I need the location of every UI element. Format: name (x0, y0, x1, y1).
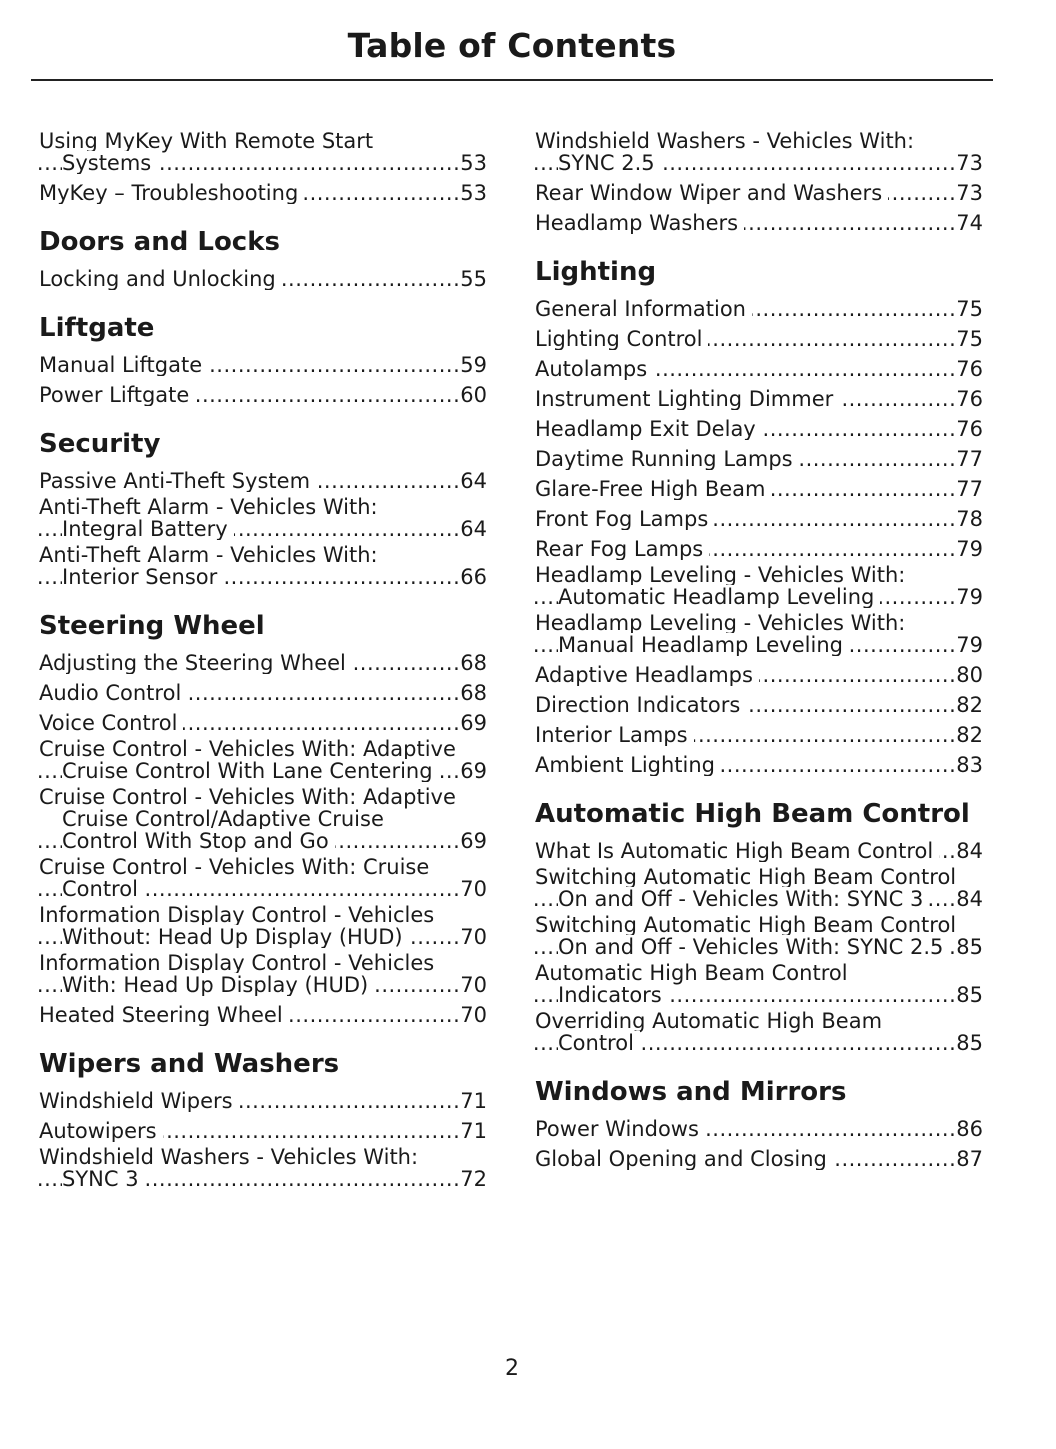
toc-entry-title (39, 268, 460, 290)
toc-entry-page: 80 (956, 663, 983, 687)
toc-entry-page: 77 (956, 477, 983, 501)
toc-entry-title (39, 786, 460, 852)
toc-entry[interactable] (535, 320, 983, 350)
toc-entry-label: Global Opening and Closing (535, 1148, 833, 1170)
toc-entry-page: 85 (956, 983, 983, 1007)
toc-entry[interactable] (535, 656, 983, 686)
toc-entry-label: Voice Control (39, 712, 183, 734)
toc-entry-title (535, 538, 956, 560)
toc-entry-label: Direction Indicators (535, 694, 746, 716)
toc-entry[interactable] (39, 1112, 487, 1142)
toc-entry[interactable] (535, 350, 983, 380)
toc-entry-title (535, 694, 956, 716)
toc-entry-label: Information Display Control - Vehicles With: Head Up Display (HUD) (39, 952, 435, 996)
toc-entry[interactable] (535, 380, 983, 410)
toc-entry-page: 59 (460, 353, 487, 377)
toc-entry[interactable] (535, 1006, 983, 1054)
section-heading: Security (39, 429, 161, 459)
toc-entry-page: 71 (460, 1119, 487, 1143)
toc-entry-page: 79 (956, 585, 983, 609)
toc-entry[interactable] (535, 174, 983, 204)
toc-entry-page: 53 (460, 181, 487, 205)
toc-entry-label: Autowipers (39, 1120, 163, 1142)
toc-entry-label: Cruise Control - Vehicles With: Adaptive Cruise Control With Lane Centering (39, 738, 456, 782)
toc-entry-page: 74 (956, 211, 983, 235)
toc-entry-page: 68 (460, 651, 487, 675)
toc-entry-label: Manual Liftgate (39, 354, 208, 376)
toc-entry-label: Headlamp Exit Delay (535, 418, 762, 440)
toc-entry-page: 55 (460, 267, 487, 291)
toc-section-security (39, 428, 487, 588)
toc-entry-page: 87 (956, 1147, 983, 1171)
section-heading: Wipers and Washers (39, 1049, 340, 1079)
toc-entry[interactable] (39, 704, 487, 734)
toc-entry-page: 82 (956, 693, 983, 717)
toc-entry-page: 86 (956, 1117, 983, 1141)
toc-entry[interactable] (39, 376, 487, 406)
toc-entry-page: 53 (460, 151, 487, 175)
toc-entry-label: Instrument Lighting Dimmer (535, 388, 839, 410)
toc-entry-label: Headlamp Leveling - Vehicles With: Automatic Headlamp Leveling (535, 564, 906, 608)
toc-entry-title (535, 1148, 956, 1170)
toc-section-wipers-and-washers (39, 1048, 487, 1190)
toc-entry[interactable] (535, 862, 983, 910)
toc-entry-title (535, 866, 956, 910)
toc-entry[interactable] (39, 1082, 487, 1112)
toc-entry-title (39, 496, 460, 540)
toc-entry-page: 69 (460, 711, 487, 735)
toc-entry-title (39, 738, 460, 782)
toc-entry-title (39, 856, 460, 900)
toc-entry-page: 68 (460, 681, 487, 705)
toc-entry-label: Windshield Washers - Vehicles With: SYNC 3 (39, 1146, 419, 1190)
section-heading: Windows and Mirrors (535, 1077, 847, 1107)
toc-entry[interactable] (39, 782, 487, 852)
toc-section-automatic-high-beam-control (535, 798, 983, 1054)
toc-section-windows-and-mirrors (535, 1076, 983, 1170)
toc-entry[interactable] (39, 260, 487, 290)
toc-entry-label: Rear Fog Lamps (535, 538, 709, 560)
toc-entry[interactable] (535, 958, 983, 1006)
toc-entry-title (39, 1120, 460, 1142)
toc-entry-page: 73 (956, 151, 983, 175)
toc-entry-page: 64 (460, 517, 487, 541)
toc-entry-page: 76 (956, 417, 983, 441)
toc-entry[interactable] (535, 910, 983, 958)
toc-entry-title (39, 1090, 460, 1112)
toc-entry-title (535, 358, 956, 380)
toc-entry-page: 75 (956, 297, 983, 321)
toc-entry-page: 71 (460, 1089, 487, 1113)
toc-entry[interactable] (39, 900, 487, 948)
section-heading: Doors and Locks (39, 227, 280, 257)
toc-entry-label: What Is Automatic High Beam Control (535, 840, 939, 862)
page-number: 2 (505, 1356, 519, 1381)
toc-entry[interactable] (39, 126, 487, 174)
toc-entry-label: Lighting Control (535, 328, 708, 350)
toc-entry[interactable] (39, 1142, 487, 1190)
toc-entry-title (535, 298, 956, 320)
toc-entry-label: Headlamp Leveling - Vehicles With: Manual Headlamp Leveling (535, 612, 906, 656)
toc-entry[interactable] (535, 746, 983, 776)
toc-entry-title (39, 1146, 460, 1190)
toc-entry-page: 76 (956, 387, 983, 411)
toc-entry-page: 82 (956, 723, 983, 747)
toc-entry[interactable] (39, 462, 487, 492)
toc-entry-label: Rear Window Wiper and Washers (535, 182, 888, 204)
toc-entry[interactable] (535, 716, 983, 746)
toc-section-liftgate (39, 312, 487, 406)
toc-entry[interactable] (39, 644, 487, 674)
toc-section-doors-and-locks (39, 226, 487, 290)
toc-entry-label: Cruise Control - Vehicles With: Adaptive Cruise Control/Adaptive Cruise Control With Stop and Go (39, 786, 456, 852)
toc-entry-title (535, 754, 956, 776)
toc-entry-page: 60 (460, 383, 487, 407)
toc-entry-title (39, 544, 460, 588)
toc-entry-page: 70 (460, 973, 487, 997)
section-heading: Automatic High Beam Control (535, 799, 970, 829)
toc-entry[interactable] (535, 686, 983, 716)
toc-left-column (39, 126, 487, 1190)
toc-entry-label: Adjusting the Steering Wheel (39, 652, 352, 674)
toc-entry-label: Adaptive Headlamps (535, 664, 759, 686)
toc-entry[interactable] (535, 500, 983, 530)
toc-entry-label: General Information (535, 298, 752, 320)
toc-entry-title (535, 724, 956, 746)
toc-section-steering-wheel (39, 610, 487, 1026)
toc-entry[interactable] (535, 1140, 983, 1170)
toc-entry[interactable] (39, 734, 487, 782)
toc-entry-page: 76 (956, 357, 983, 381)
toc-entry-title (535, 840, 956, 862)
toc-entry-page: 85 (956, 935, 983, 959)
toc-entry-label: Anti-Theft Alarm - Vehicles With: Interior Sensor (39, 544, 378, 588)
toc-entry-label: Heated Steering Wheel (39, 1004, 289, 1026)
toc-entry[interactable] (39, 174, 487, 204)
toc-entry-label: Anti-Theft Alarm - Vehicles With: Integral Battery (39, 496, 378, 540)
toc-entry[interactable] (39, 852, 487, 900)
toc-entry-title (535, 212, 956, 234)
toc-entry-title (535, 388, 956, 410)
toc-entry-page: 83 (956, 753, 983, 777)
toc-entry-page: 84 (956, 887, 983, 911)
toc-entry[interactable] (535, 1110, 983, 1140)
toc-entry-label: Power Liftgate (39, 384, 195, 406)
toc-entry[interactable] (39, 540, 487, 588)
toc-entry-label: Passive Anti-Theft System (39, 470, 316, 492)
toc-entry-label: Locking and Unlocking (39, 268, 282, 290)
toc-entry-title (535, 564, 956, 608)
section-heading: Liftgate (39, 313, 155, 343)
toc-entry-page: 84 (956, 839, 983, 863)
toc-entry-label: Ambient Lighting (535, 754, 721, 776)
toc-entry-title (39, 354, 460, 376)
toc-entry-page: 85 (956, 1031, 983, 1055)
toc-entry-label: Switching Automatic High Beam Control On and Off - Vehicles With: SYNC 3 (535, 866, 957, 910)
toc-entry[interactable] (39, 996, 487, 1026)
toc-entry-label: Autolamps (535, 358, 653, 380)
toc-entry[interactable] (535, 470, 983, 500)
section-heading: Steering Wheel (39, 611, 265, 641)
toc-entry-label: Power Windows (535, 1118, 705, 1140)
toc-entry[interactable] (39, 674, 487, 704)
toc-entry-label: Glare-Free High Beam (535, 478, 771, 500)
toc-entry-page: 69 (460, 759, 487, 783)
page-title: Table of Contents (347, 26, 677, 65)
toc-entry-page: 72 (460, 1167, 487, 1191)
toc-entry-title (535, 508, 956, 530)
toc-entry-title (39, 952, 460, 996)
toc-section-continued (39, 126, 487, 204)
toc-section-lighting (535, 256, 983, 776)
toc-entry-page: 78 (956, 507, 983, 531)
toc-entry-title (535, 664, 956, 686)
toc-entry-label: Interior Lamps (535, 724, 694, 746)
toc-entry-label: Using MyKey With Remote Start Systems (39, 130, 374, 174)
toc-entry-title (535, 612, 956, 656)
toc-entry[interactable] (535, 832, 983, 862)
toc-entry-title (39, 130, 460, 174)
toc-entry-title (39, 182, 460, 204)
toc-entry[interactable] (39, 492, 487, 540)
toc-entry-label: Windshield Wipers (39, 1090, 239, 1112)
toc-entry-label: Daytime Running Lamps (535, 448, 799, 470)
toc-entry[interactable] (535, 126, 983, 174)
toc-entry-page: 70 (460, 877, 487, 901)
toc-entry-label: Audio Control (39, 682, 187, 704)
toc-entry[interactable] (39, 948, 487, 996)
toc-entry-title (535, 130, 956, 174)
toc-entry-label: Cruise Control - Vehicles With: Cruise Control (39, 856, 430, 900)
toc-entry[interactable] (535, 410, 983, 440)
toc-entry-page: 75 (956, 327, 983, 351)
toc-entry-title (39, 384, 460, 406)
toc-entry-label: Automatic High Beam Control Indicators (535, 962, 848, 1006)
toc-section-continued (535, 126, 983, 234)
toc-entry-label: Headlamp Washers (535, 212, 744, 234)
toc-entry-title (535, 962, 956, 1006)
toc-entry-label: Windshield Washers - Vehicles With: SYNC 2.5 (535, 130, 915, 174)
toc-entry[interactable] (39, 346, 487, 376)
toc-entry-label: Information Display Control - Vehicles Without: Head Up Display (HUD) (39, 904, 435, 948)
toc-entry-label: Switching Automatic High Beam Control On and Off - Vehicles With: SYNC 2.5 (535, 914, 957, 958)
toc-entry-title (535, 182, 956, 204)
toc-entry-title (535, 1010, 956, 1054)
toc-entry-label: Front Fog Lamps (535, 508, 714, 530)
toc-entry-title (39, 652, 460, 674)
toc-entry-title (535, 328, 956, 350)
toc-entry-page: 79 (956, 537, 983, 561)
toc-entry-page: 69 (460, 829, 487, 853)
toc-entry-title (39, 682, 460, 704)
toc-entry-title (39, 712, 460, 734)
toc-entry[interactable] (535, 204, 983, 234)
toc-entry-page: 77 (956, 447, 983, 471)
toc-entry-title (535, 914, 956, 958)
toc-entry[interactable] (535, 290, 983, 320)
toc-entry-title (535, 448, 956, 470)
toc-entry-page: 70 (460, 925, 487, 949)
toc-entry[interactable] (535, 560, 983, 608)
toc-entry-title (535, 1118, 956, 1140)
toc-entry-title (535, 478, 956, 500)
toc-entry-page: 64 (460, 469, 487, 493)
toc-entry[interactable] (535, 440, 983, 470)
toc-entry[interactable] (535, 608, 983, 656)
toc-entry[interactable] (535, 530, 983, 560)
section-heading: Lighting (535, 257, 657, 287)
toc-entry-title (535, 418, 956, 440)
toc-entry-label: Overriding Automatic High Beam Control (535, 1010, 883, 1054)
title-divider (31, 79, 993, 81)
toc-entry-title (39, 1004, 460, 1026)
toc-entry-title (39, 470, 460, 492)
toc-entry-page: 70 (460, 1003, 487, 1027)
toc-entry-title (39, 904, 460, 948)
toc-entry-page: 73 (956, 181, 983, 205)
toc-right-column (535, 126, 983, 1170)
toc-entry-page: 79 (956, 633, 983, 657)
toc-entry-label: MyKey – Troubleshooting (39, 182, 304, 204)
toc-entry-page: 66 (460, 565, 487, 589)
